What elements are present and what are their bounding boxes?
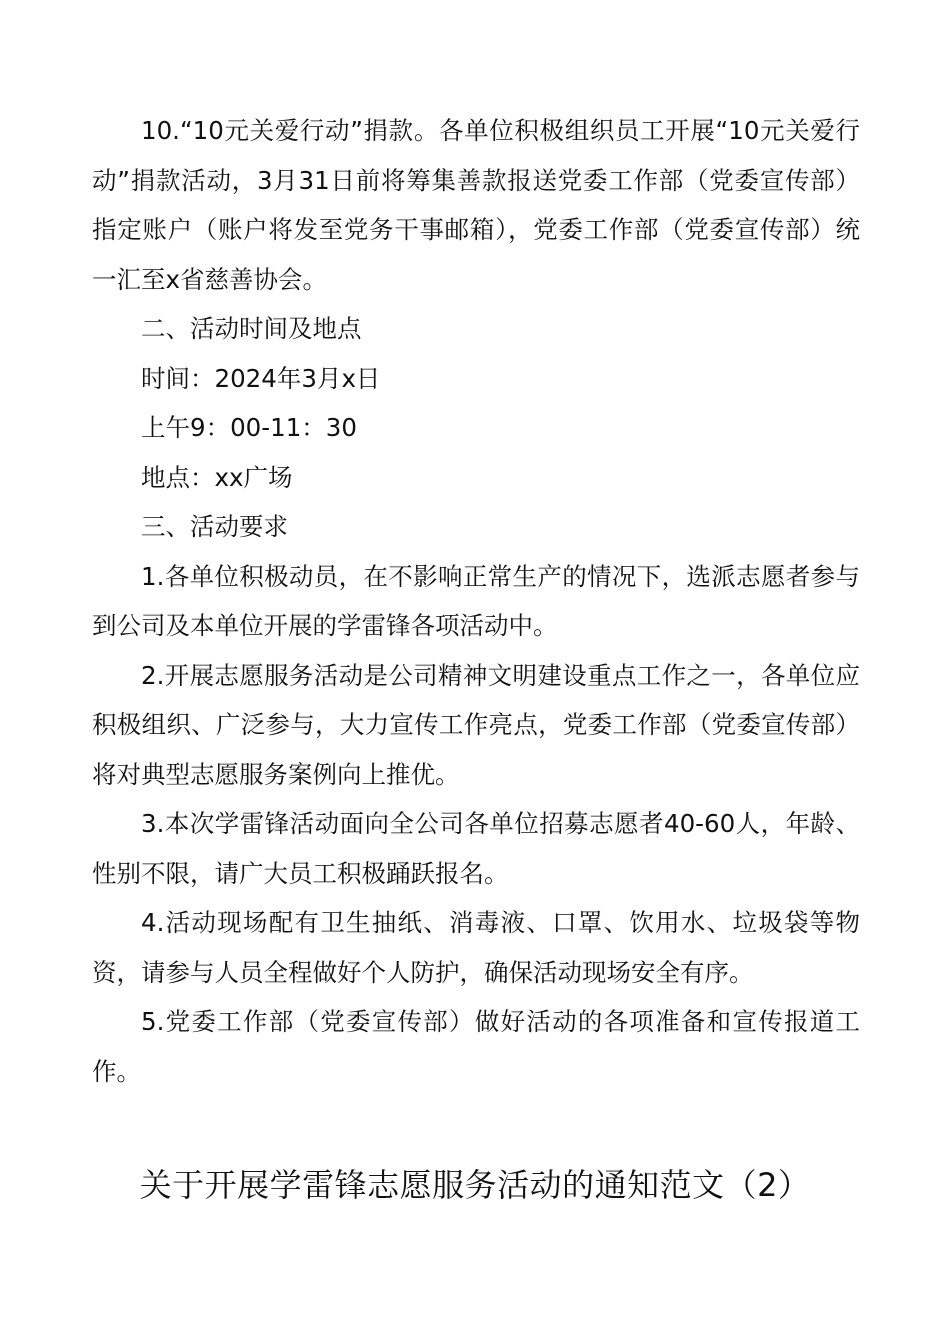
section-heading-requirements: 三、活动要求 xyxy=(141,512,288,541)
requirement-item-5: 5.党委工作部（党委宣传部）做好活动的各项准备和宣传报道工作。 xyxy=(92,1007,860,1086)
requirement-item-4: 4.活动现场配有卫生抽纸、消毒液、口罩、饮用水、垃圾袋等物资，请参与人员全程做好个人防护，确保活动现场安全有序。 xyxy=(92,908,860,987)
document-body xyxy=(92,106,860,1096)
event-date: 时间：2024年3月x日 xyxy=(141,363,381,393)
requirement-item-3: 3.本次学雷锋活动面向全公司各单位招募志愿者40-60人，年龄、性别不限，请广大员工积极踊跃报名。 xyxy=(92,809,860,888)
paragraph-item-10-donation: 10.“10元关爱行动”捐款。各单位积极组织员工开展“10元关爱行动”捐款活动，3月31日前将筹集善款报送党委工作部（党委宣传部）指定账户（账户将发至党务干事邮箱），党委工作部（党委宣传部）统一汇至x省慈善协会。 xyxy=(92,116,860,294)
requirement-item-1: 1.各单位积极动员，在不影响正常生产的情况下，选派志愿者参与到公司及本单位开展的学雷锋各项活动中。 xyxy=(92,561,860,640)
next-document-title: 关于开展学雷锋志愿服务活动的通知范文（2） xyxy=(139,1166,811,1204)
event-time: 上午9：00-11：30 xyxy=(141,413,357,442)
section-heading-time-location: 二、活动时间及地点 xyxy=(141,314,362,343)
requirement-item-2: 2.开展志愿服务活动是公司精神文明建设重点工作之一，各单位应积极组织、广泛参与，大力宣传工作亮点，党委工作部（党委宣传部）将对典型志愿服务案例向上推优。 xyxy=(92,660,860,789)
event-location: 地点：xx广场 xyxy=(141,462,293,492)
